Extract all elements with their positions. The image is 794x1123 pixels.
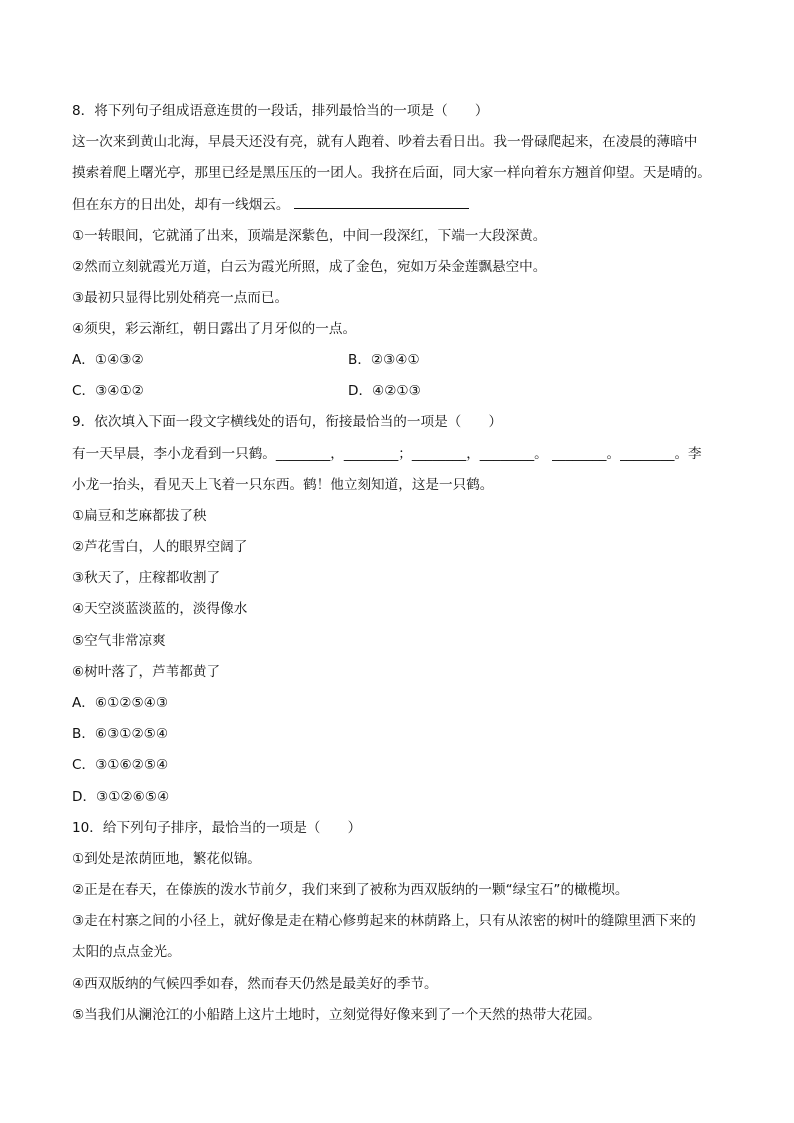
q8-answer-blank (294, 195, 469, 209)
q10-sentence: ③走在村寨之间的小径上，就好像是走在精心修剪起来的林荫路上，只有从浓密的树叶的缝隙里洒下来的 (72, 913, 696, 929)
q8-passage-line-with-blank (72, 195, 732, 214)
q8-option-b[interactable]: B．②③④① (348, 352, 420, 368)
q10-stem: 10．给下列句子排序，最恰当的一项是（ ） (72, 820, 362, 836)
q9-stem: 9．依次填入下面一段文字横线处的语句，衔接最恰当的一项是（ ） (72, 414, 503, 430)
q9-passage-line: 小龙一抬头，看见天上飞着一只东西。鹤！他立刻知道，这是一只鹤。 (72, 477, 494, 493)
q9-sentence: ②芦花雪白，人的眼界空阔了 (72, 539, 248, 555)
q8-stem: 8．将下列句子组成语意连贯的一段话，排列最恰当的一项是（ ） (72, 103, 489, 119)
q9-passage-line: 有一天早晨，李小龙看到一只鹤。________，________；________，________。 ________。________。李 (72, 446, 702, 462)
q8-passage-text: 但在东方的日出处，却有一线烟云。 (72, 197, 290, 213)
q9-sentence: ⑤空气非常凉爽 (72, 633, 166, 649)
q8-sentence: ②然而立刻就霞光万道，白云为霞光所照，成了金色，宛如万朵金莲飘悬空中。 (72, 259, 547, 275)
q9-option-d[interactable]: D．③①②⑥⑤④ (72, 789, 170, 805)
q8-passage-line: 摸索着爬上曙光亭，那里已经是黑压压的一团人。我挤在后面，同大家一样向着东方翘首仰望。天是晴的。 (72, 165, 711, 181)
q10-sentence: ⑤当我们从澜沧江的小船踏上这片土地时，立刻觉得好像来到了一个天然的热带大花园。 (72, 1007, 601, 1023)
q9-sentence: ③秋天了，庄稼都收割了 (72, 570, 221, 586)
q8-sentence: ④须臾，彩云渐红，朝日露出了月牙似的一点。 (72, 321, 357, 337)
q8-option-d[interactable]: D．④②①③ (348, 383, 421, 399)
q9-sentence: ①扁豆和芝麻都拔了秧 (72, 508, 207, 524)
q9-option-a[interactable]: A．⑥①②⑤④③ (72, 695, 169, 711)
q10-sentence: ②正是在春天，在傣族的泼水节前夕，我们来到了被称为西双版纳的一颗“绿宝石”的橄榄坝。 (72, 882, 629, 898)
q9-option-b[interactable]: B．⑥③①②⑤④ (72, 726, 169, 742)
q10-sentence: ①到处是浓荫匝地，繁花似锦。 (72, 851, 261, 867)
q10-sentence: ④西双版纳的气候四季如春，然而春天仍然是最美好的季节。 (72, 976, 438, 992)
q9-sentence: ④天空淡蓝淡蓝的，淡得像水 (72, 601, 248, 617)
q8-sentence: ③最初只显得比别处稍亮一点而已。 (72, 290, 289, 306)
q8-option-c[interactable]: C．③④①② (72, 383, 144, 399)
q10-sentence-continued: 太阳的点点金光。 (72, 944, 181, 960)
q8-option-a[interactable]: A．①④③② (72, 352, 144, 368)
q9-option-c[interactable]: C．③①⑥②⑤④ (72, 757, 169, 773)
q9-sentence: ⑥树叶落了，芦苇都黄了 (72, 664, 221, 680)
q8-passage-line: 这一次来到黄山北海，早晨天还没有亮，就有人跑着、吵着去看日出。我一骨碌爬起来，在凌晨的薄暗中 (72, 134, 698, 150)
q8-sentence: ①一转眼间，它就涌了出来，顶端是深紫色，中间一段深红，下端一大段深黄。 (72, 228, 547, 244)
